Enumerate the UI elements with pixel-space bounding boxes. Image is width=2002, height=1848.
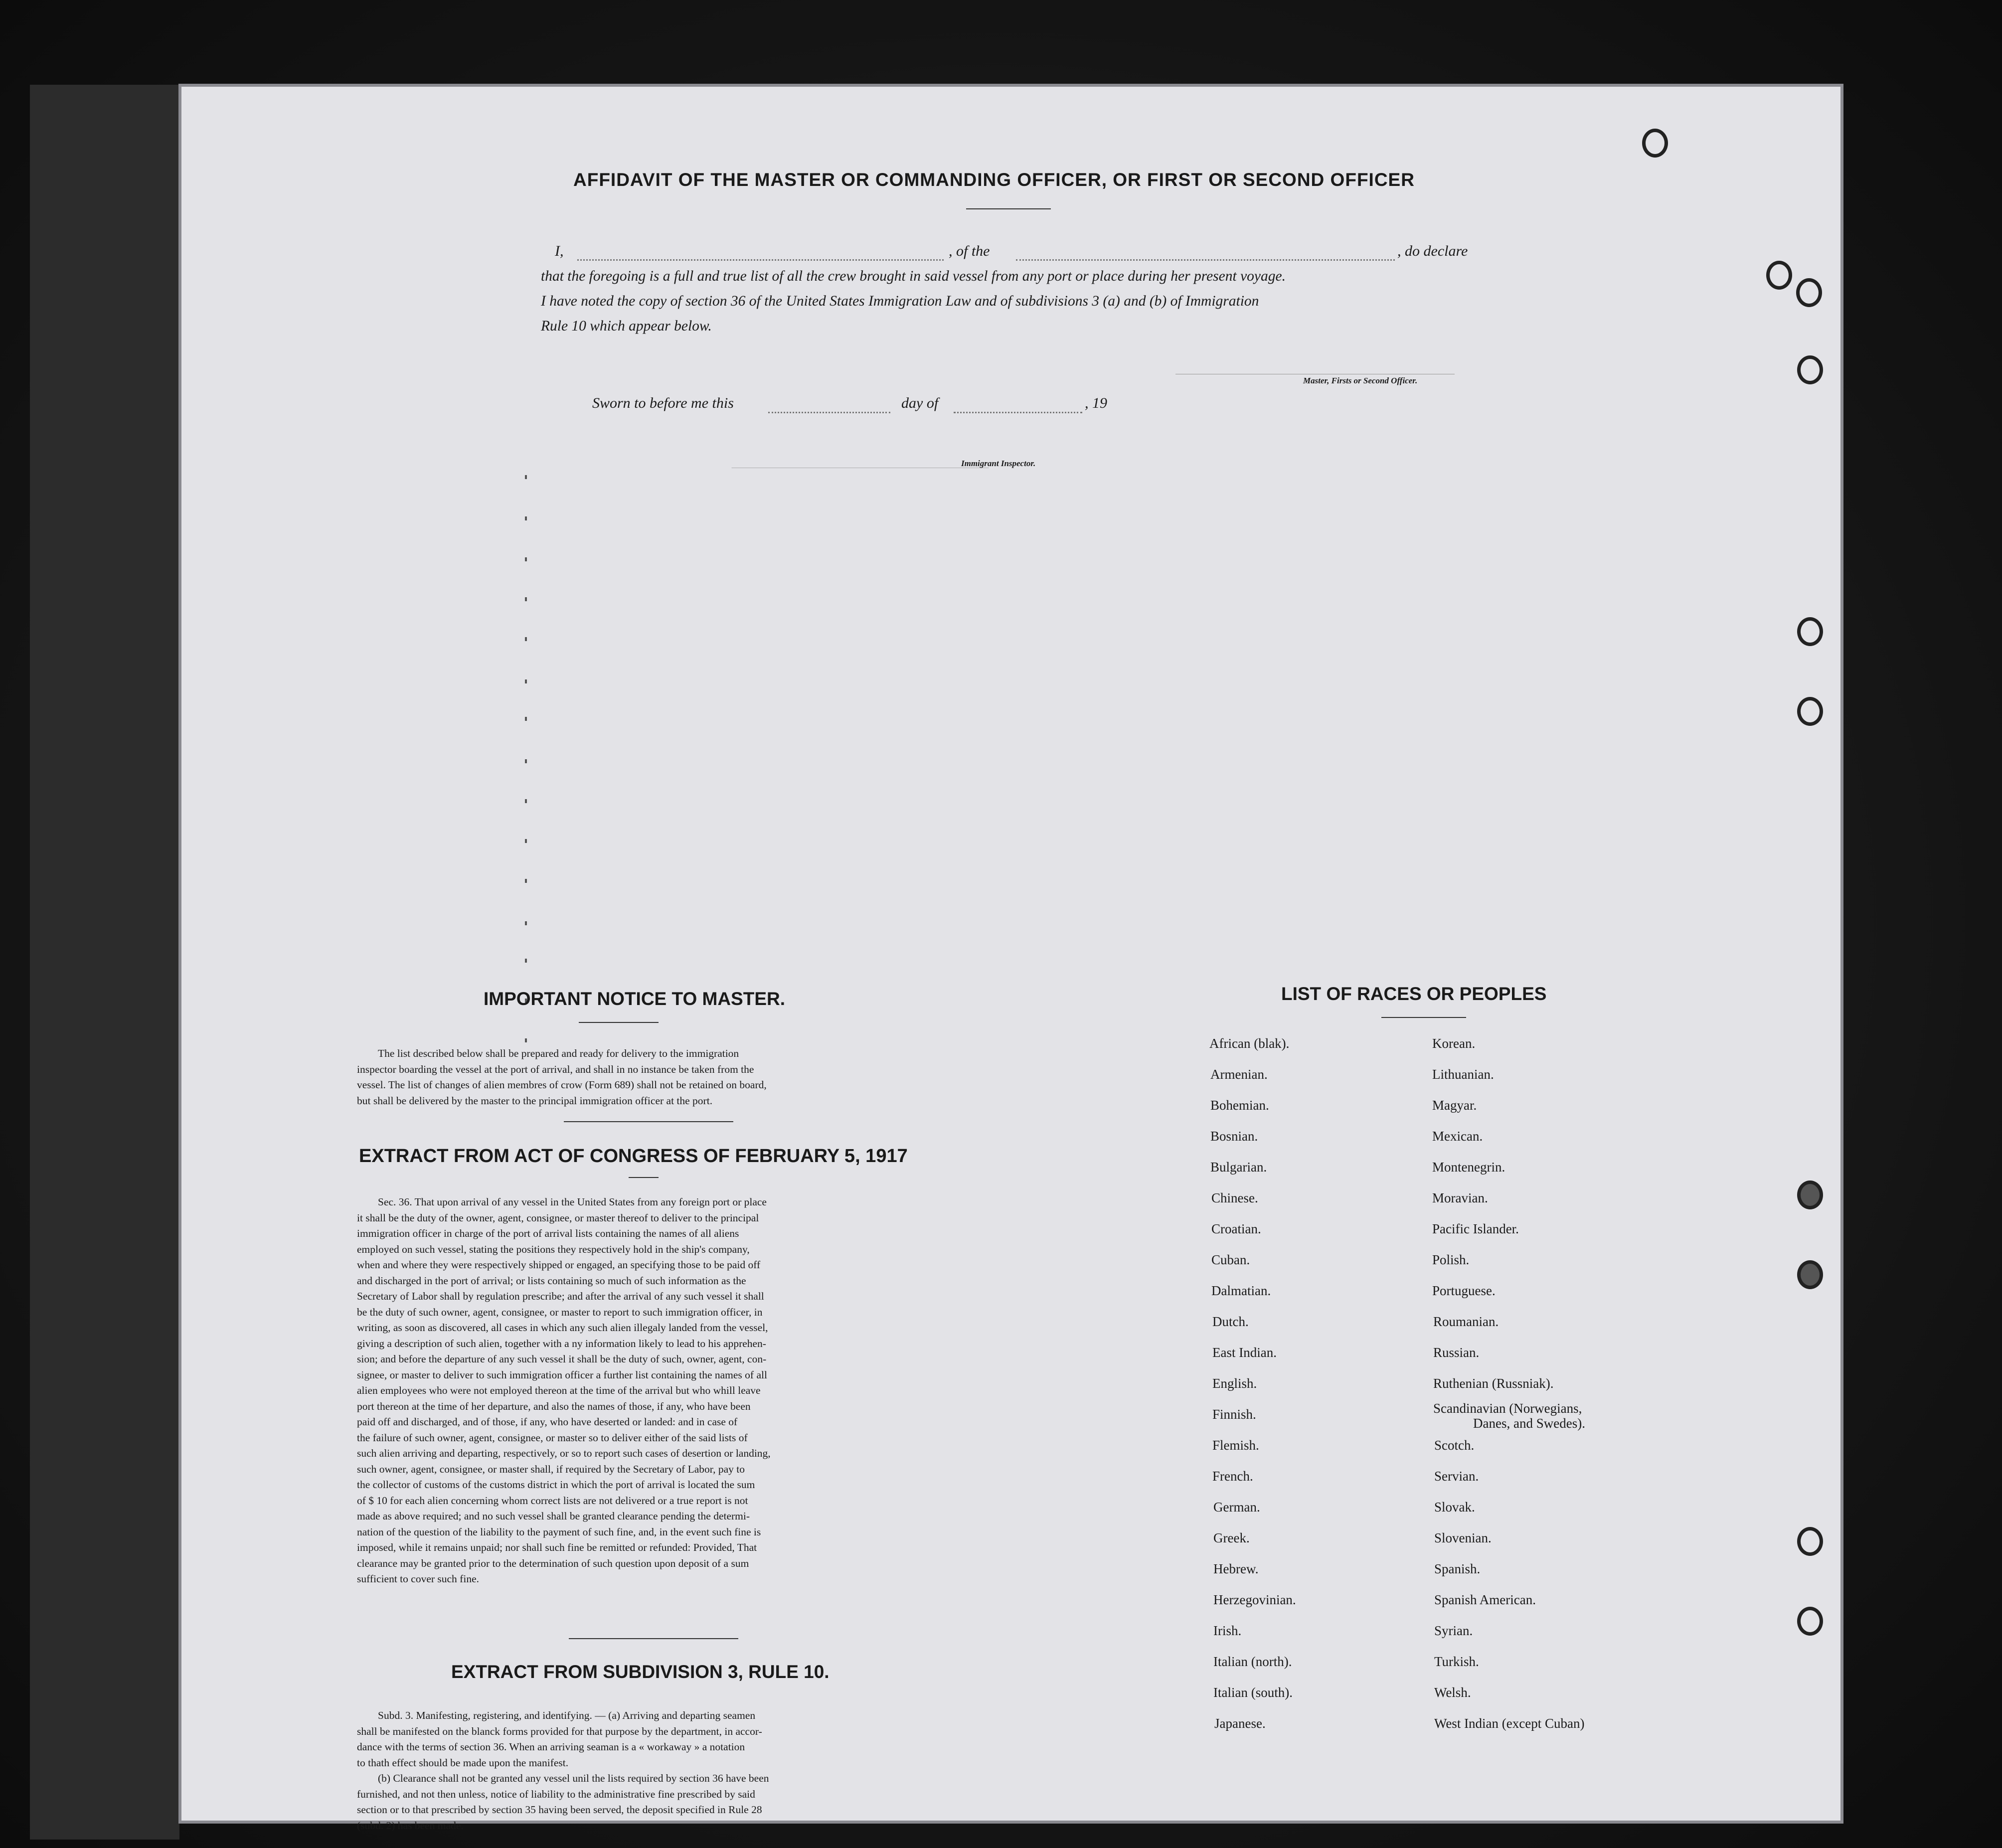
act-underline (629, 1177, 659, 1178)
race-item: Korean. (1432, 1036, 1476, 1051)
affidavit-title: AFFIDAVIT OF THE MASTER OR COMMANDING OFFICER, OR FIRST OR SECOND OFFICER (573, 169, 1415, 190)
race-item: Mexican. (1432, 1129, 1483, 1144)
affidavit-line4: Rule 10 which appear below. (541, 318, 712, 334)
act-line: it shall be the duty of the owner, agent, consignee, or master thereof to deliver to the principal (357, 1211, 759, 1224)
margin-mark (525, 557, 527, 561)
race-item: Italian (north). (1213, 1654, 1292, 1669)
race-item: African (blak). (1209, 1036, 1290, 1051)
margin-mark (525, 475, 527, 479)
notice-title: IMPORTANT NOTICE TO MASTER. (484, 989, 786, 1009)
act-line: such owner, agent, consignee, or master shall, if required by the Secretary of Labor, pay to (357, 1463, 745, 1475)
race-item: Hebrew. (1213, 1561, 1259, 1576)
act-title: EXTRACT FROM ACT OF CONGRESS OF FEBRUARY 5, 1917 (359, 1146, 908, 1167)
affidavit-declare: , do declare (1397, 243, 1468, 259)
act-line: the collector of customs of the customs district in which the port of arrival is located the sum (357, 1479, 755, 1491)
race-item: Bohemian. (1210, 1098, 1269, 1113)
punch-hole (1797, 697, 1823, 726)
notice-line: The list described below shall be prepared and ready for delivery to the immigration (378, 1047, 739, 1059)
notice-line: inspector boarding the vessel at the port of arrival, and shall in no instance be taken from the (357, 1063, 754, 1075)
margin-mark (525, 839, 527, 843)
name-blank (577, 259, 944, 261)
section-divider (569, 1638, 738, 1639)
race-item: Slovak. (1434, 1500, 1475, 1514)
race-item: Servian. (1434, 1469, 1479, 1484)
inspector-caption: Immigrant Inspector. (961, 459, 1036, 468)
month-blank (954, 412, 1082, 413)
race-item: Bosnian. (1210, 1129, 1258, 1144)
race-item: Italian (south). (1213, 1685, 1293, 1700)
affidavit-of-the: , of the (949, 243, 990, 259)
act-line: nation of the question of the liability to the payment of such fine, and, in the event such fine is (357, 1525, 761, 1538)
act-line: alien employees who were not employed thereon at the time of the arrival but who whill leave (357, 1384, 761, 1396)
notice-line: vessel. The list of changes of alien membres of crow (Form 689) shall not be retained on board, (357, 1079, 767, 1091)
act-line: imposed, while it remains unpaid; nor shall such fine be remitted or refunded: Provided, That (357, 1541, 757, 1553)
margin-mark (525, 1038, 527, 1042)
race-item: German. (1213, 1500, 1260, 1514)
race-item: Danes, and Swedes). (1473, 1416, 1585, 1431)
sworn-text: Sworn to before me this (592, 395, 734, 411)
margin-mark (525, 799, 527, 803)
section-divider (564, 1121, 733, 1122)
punch-hole (1766, 261, 1792, 290)
act-line: of $ 10 for each alien concerning whom correct lists are not delivered or a true report is not (357, 1494, 748, 1507)
affidavit-line2: that the foregoing is a full and true list of all the crew brought in said vessel from any port or place during her present voyage. (541, 268, 1286, 284)
act-line: paid off and discharged, and of those, if any, who have deserted or landed: and in case of (357, 1416, 738, 1428)
margin-mark (525, 717, 527, 721)
day-blank (768, 412, 890, 413)
race-item: Welsh. (1434, 1685, 1471, 1700)
race-item: Finnish. (1212, 1407, 1256, 1422)
race-item: Moravian. (1432, 1190, 1488, 1205)
act-line: such alien arriving and departing, respectively, or so to report such cases of desertion or landing, (357, 1447, 771, 1459)
year-text: , 19 (1085, 395, 1107, 411)
margin-mark (525, 759, 527, 763)
act-line: port thereon at the time of her departure, and also the names of those, if any, who have been (357, 1400, 751, 1412)
punch-hole (1796, 278, 1822, 307)
race-item: West Indian (except Cuban) (1434, 1716, 1585, 1731)
act-line: and discharged in the port of arrival; or lists containing so much of such information as the (357, 1274, 746, 1287)
margin-mark (525, 679, 527, 683)
race-item: English. (1212, 1376, 1257, 1391)
races-underline (1381, 1017, 1466, 1018)
margin-mark (525, 637, 527, 641)
race-item: Lithuanian. (1432, 1067, 1494, 1082)
race-item: East Indian. (1212, 1345, 1277, 1360)
race-item: Spanish American. (1434, 1592, 1536, 1607)
race-item: Armenian. (1210, 1067, 1268, 1082)
race-item: Scotch. (1434, 1438, 1475, 1453)
rule-line: (subd. 2) has been made. (357, 1819, 464, 1832)
act-line: immigration officer in charge of the port of arrival lists containing the names of all aliens (357, 1227, 739, 1239)
race-item: Dutch. (1212, 1314, 1249, 1329)
title-underline (966, 208, 1051, 209)
punch-hole (1797, 617, 1823, 646)
race-item: Ruthenian (Russniak). (1433, 1376, 1554, 1391)
act-line: signee, or master to deliver to such immigration officer a further list containing the names of all (357, 1368, 767, 1381)
act-line: made as above required; and no such vessel shall be granted clearance pending the determi- (357, 1510, 750, 1522)
vessel-blank (1016, 259, 1395, 261)
notice-body (357, 1046, 1117, 1109)
race-item: Portuguese. (1432, 1283, 1496, 1298)
race-item: Polish. (1432, 1252, 1470, 1267)
punch-hole (1797, 355, 1823, 384)
margin-mark (525, 879, 527, 883)
act-line: writing, as soon as discovered, all cases in which any such alien illegaly landed from the vessel, (357, 1322, 768, 1334)
race-item: Chinese. (1211, 1190, 1258, 1205)
notice-line: but shall be delivered by the master to the principal immigration officer at the port. (357, 1094, 713, 1107)
race-item: Slovenian. (1434, 1530, 1492, 1545)
race-item: Scandinavian (Norwegians, (1433, 1401, 1582, 1416)
punch-hole (1797, 1527, 1823, 1556)
race-item: Herzegovinian. (1213, 1592, 1296, 1607)
punch-hole (1797, 1180, 1823, 1209)
race-item: Roumanian. (1433, 1314, 1499, 1329)
rule-line: furnished, and not then unless, notice of liability to the administrative fine prescribed by said (357, 1788, 755, 1800)
race-item: Russian. (1433, 1345, 1480, 1360)
affidavit-line3: I have noted the copy of section 36 of the United States Immigration Law and of subdivisions 3 (a) and (b) of Immigration (541, 293, 1259, 309)
race-item: Dalmatian. (1211, 1283, 1271, 1298)
rule-line: to thath effect should be made upon the manifest. (357, 1756, 569, 1769)
margin-mark (525, 516, 527, 520)
act-line: sufficient to cover such fine. (357, 1573, 479, 1585)
punch-hole (1797, 1260, 1823, 1289)
rule-line: shall be manifested on the blanck forms provided for that purpose by the department, in accor- (357, 1725, 762, 1737)
rule-line: Subd. 3. Manifesting, registering, and identifying. — (a) Arriving and departing seamen (378, 1709, 756, 1721)
act-line: clearance may be granted prior to the determination of such question upon deposit of a sum (357, 1557, 749, 1569)
act-body (357, 1194, 1122, 1587)
act-line: when and where they were respectively shipped or engaged, an specifying those to be paid off (357, 1259, 761, 1271)
master-caption: Master, Firsts or Second Officer. (1303, 376, 1418, 385)
race-item: Syrian. (1434, 1623, 1473, 1638)
race-item: Magyar. (1432, 1098, 1477, 1113)
race-item: Montenegrin. (1432, 1160, 1505, 1175)
notice-underline (579, 1022, 659, 1023)
race-item: Flemish. (1212, 1438, 1259, 1453)
act-line: Sec. 36. That upon arrival of any vessel in the United States from any foreign port or place (378, 1196, 767, 1208)
race-item: Bulgarian. (1210, 1160, 1267, 1175)
document-page (178, 84, 1843, 1832)
margin-mark (525, 959, 527, 963)
race-item: Spanish. (1434, 1561, 1481, 1576)
margin-mark (525, 921, 527, 925)
punch-hole (1797, 1607, 1823, 1636)
race-item: French. (1212, 1469, 1253, 1484)
punch-hole (1642, 129, 1668, 158)
race-item: Croatian. (1211, 1221, 1261, 1236)
act-line: employed on such vessel, stating the positions they respectively hold in the ship's company, (357, 1243, 750, 1255)
races-title: LIST OF RACES OR PEOPLES (1281, 984, 1547, 1004)
act-line: giving a description of such alien, together with a ny information likely to lead to his apprehen- (357, 1337, 766, 1349)
rule-line: dance with the terms of section 36. When an arriving seaman is a « workaway » a notation (357, 1741, 745, 1753)
act-line: the failure of such owner, agent, consignee, or master so to deliver either of the said lists of (357, 1431, 748, 1444)
affidavit-i: I, (555, 243, 564, 259)
race-item: Irish. (1213, 1623, 1242, 1638)
rule-line: (b) Clearance shall not be granted any vessel unil the lists required by section 36 have been (378, 1772, 769, 1784)
race-item: Japanese. (1214, 1716, 1266, 1731)
rule-title: EXTRACT FROM SUBDIVISION 3, RULE 10. (451, 1662, 830, 1682)
race-item: Greek. (1213, 1530, 1250, 1545)
rule-body (357, 1708, 1122, 1834)
race-item: Turkish. (1434, 1654, 1479, 1669)
binding-strip (30, 85, 179, 1840)
race-item: Cuban. (1211, 1252, 1250, 1267)
day-of-text: day of (901, 395, 939, 411)
race-item: Pacific Islander. (1432, 1221, 1519, 1236)
rule-line: section or to that prescribed by section 35 having been served, the deposit specified in Rule 28 (357, 1804, 762, 1816)
margin-mark (525, 597, 527, 601)
act-line: Secretary of Labor shall by regulation prescribe; and after the arrival of any such vessel it shall (357, 1290, 764, 1302)
act-line: sion; and before the departure of any such vessel it shall be the duty of such, owner, agent, con- (357, 1353, 767, 1365)
act-line: be the duty of such owner, agent, consignee, or master to report to such immigration officer, in (357, 1306, 763, 1318)
